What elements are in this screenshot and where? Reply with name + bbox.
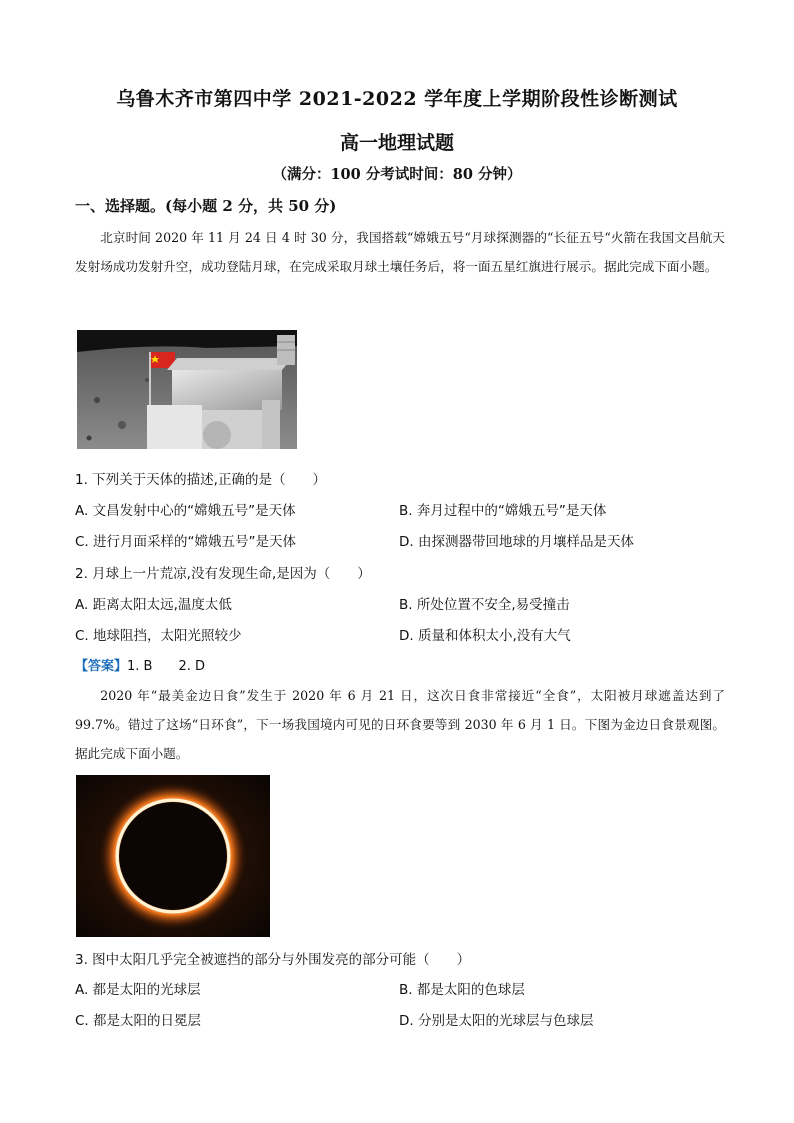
exam-info: （满分：100 分考试时间：80 分钟） — [272, 166, 522, 183]
q2-option-b: B. 所处位置不安全,易受撞击 — [399, 597, 570, 613]
question-3-stem: 3. 图中太阳几乎完全被遮挡的部分与外围发亮的部分可能（ ） — [75, 952, 471, 968]
q3-option-d: D. 分别是太阳的光球层与色球层 — [399, 1013, 594, 1029]
lunar-lander-photo — [77, 330, 297, 449]
question-1-stem: 1. 下列关于天体的描述,正确的是（ ） — [75, 472, 326, 488]
answer-tag: 【答案】 — [75, 659, 128, 674]
q2-option-d: D. 质量和体积太小,没有大气 — [399, 628, 571, 644]
q1-option-a: A. 文昌发射中心的“嫦娥五号”是天体 — [75, 503, 296, 519]
q2-option-c: C. 地球阻挡，太阳光照较少 — [75, 628, 242, 644]
answer-text: 1. B 2. D — [127, 659, 206, 674]
q1-option-b: B. 奔月过程中的“嫦娥五号”是天体 — [399, 503, 607, 519]
q3-option-b: B. 都是太阳的色球层 — [399, 982, 525, 998]
q3-option-a: A. 都是太阳的光球层 — [75, 982, 201, 998]
q1-option-c: C. 进行月面采样的“嫦娥五号”是天体 — [75, 534, 296, 550]
q3-option-c: C. 都是太阳的日冕层 — [75, 1013, 202, 1029]
annular-eclipse-photo — [76, 775, 270, 937]
exam-subject-title: 高一地理试题 — [339, 132, 454, 154]
q1-option-d: D. 由探测器带回地球的月壤样品是天体 — [399, 534, 634, 550]
section-heading: 一、选择题。(每小题 2 分，共 50 分) — [75, 197, 337, 215]
exam-title: 乌鲁木齐市第四中学 2021-2022 学年度上学期阶段性诊断测试 — [116, 88, 678, 110]
passage-2: 2020 年“最美金边日食”发生于 2020 年 6 月 21 日，这次日食非常接近“全食”，太阳被月球遮盖达到了 99.7%。错过了这场“日环食”，下一场我国境内可见的日环食要等到 2030 年 6 月 1 日。下图为金边日食景观图。据此完成下面小题。 — [75, 688, 725, 761]
q2-option-a: A. 距离太阳太远,温度太低 — [75, 597, 232, 613]
answer-line — [75, 655, 205, 674]
question-2-stem: 2. 月球上一片荒凉,没有发现生命,是因为（ ） — [75, 566, 371, 582]
passage-1: 北京时间 2020 年 11 月 24 日 4 时 30 分，我国搭载“嫦娥五号“月球探测器的“长征五号“火箭在我国文昌航天发射场成功发射升空，成功登陆月球，在完成采取月球土壤任务后，将一面五星红旗进行展示。据此完成下面小题。 — [75, 230, 725, 274]
